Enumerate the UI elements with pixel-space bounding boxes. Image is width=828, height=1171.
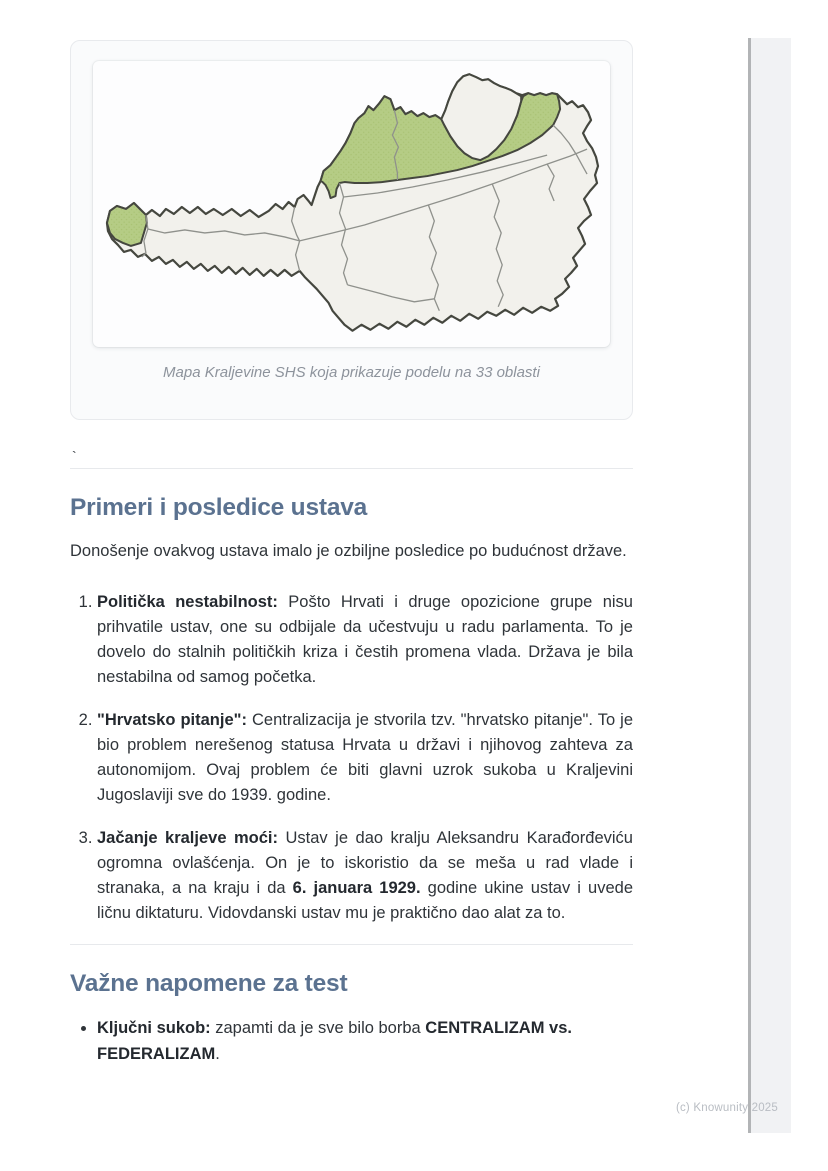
list-item-lead: Politička nestabilnost:: [97, 592, 278, 611]
list-item-lead-2: 6. januara 1929.: [292, 878, 421, 897]
list-item-text: Ustav je dao kralju Aleksandru Karađorđeviću ogromna ovlašćenja. On je to iskoristio da se meša u rad vlade i stranaka, a na kraju i da: [97, 828, 633, 897]
section-heading-posledice: Primeri i posledice ustava: [70, 494, 368, 521]
note-emphasis: CENTRALIZAM vs. FEDERALIZAM: [97, 1019, 572, 1064]
austria-oblasti-map: [93, 61, 610, 347]
scrollbar[interactable]: [748, 38, 791, 1133]
note-item: [97, 1015, 633, 1067]
list-item-text: Centralizacija je stvorila tzv. "hrvatsko pitanje". To je bio problem nerešenog statusa Hrvata u državi i njihovog zahteva za autonomijom. Ovaj problem će biti glavni uzrok sukoba u Kraljevini Jugoslaviji sve do 1939. godine.: [97, 710, 634, 804]
list-item: [97, 826, 633, 926]
section-heading-napomene: Važne napomene za test: [70, 969, 348, 997]
list-item-lead: Jačanje kraljeve moći:: [97, 828, 279, 847]
divider: [70, 468, 633, 469]
notes-list: [70, 1015, 633, 1067]
map-figure-card: [70, 40, 633, 420]
stray-backtick: `: [72, 448, 77, 464]
list-item-text: Pošto Hrvati i druge opozicione grupe nisu prihvatile ustav, one su odbijale da učestvuju u radu parlamenta. To je dovelo do stalnih političkih kriza i čestih promena vlada. Država je bila nestabilna od samog početka.: [97, 592, 633, 686]
copyright-watermark: (c) Knowunity 2025: [675, 1102, 778, 1114]
list-item-text-2: godine ukine ustav i uvede ličnu diktaturu. Vidovdanski ustav mu je praktično dao alat za to.: [97, 878, 634, 922]
note-lead: Ključni sukob:: [97, 1019, 211, 1038]
section-intro: Donošenje ovakvog ustava imalo je ozbiljne posledice po budućnost države.: [70, 541, 627, 560]
list-item-lead: "Hrvatsko pitanje":: [97, 710, 247, 729]
consequences-list: [70, 590, 633, 926]
note-suffix: .: [215, 1045, 220, 1064]
document-page: [70, 0, 633, 1067]
list-item: [97, 708, 633, 808]
note-text: zapamti da je sve bilo borba: [210, 1019, 426, 1038]
divider: [70, 944, 633, 945]
list-item: [97, 590, 633, 690]
map-frame: [93, 61, 610, 347]
map-caption: Mapa Kraljevine SHS koja prikazuje podelu na 33 oblasti: [163, 364, 540, 381]
